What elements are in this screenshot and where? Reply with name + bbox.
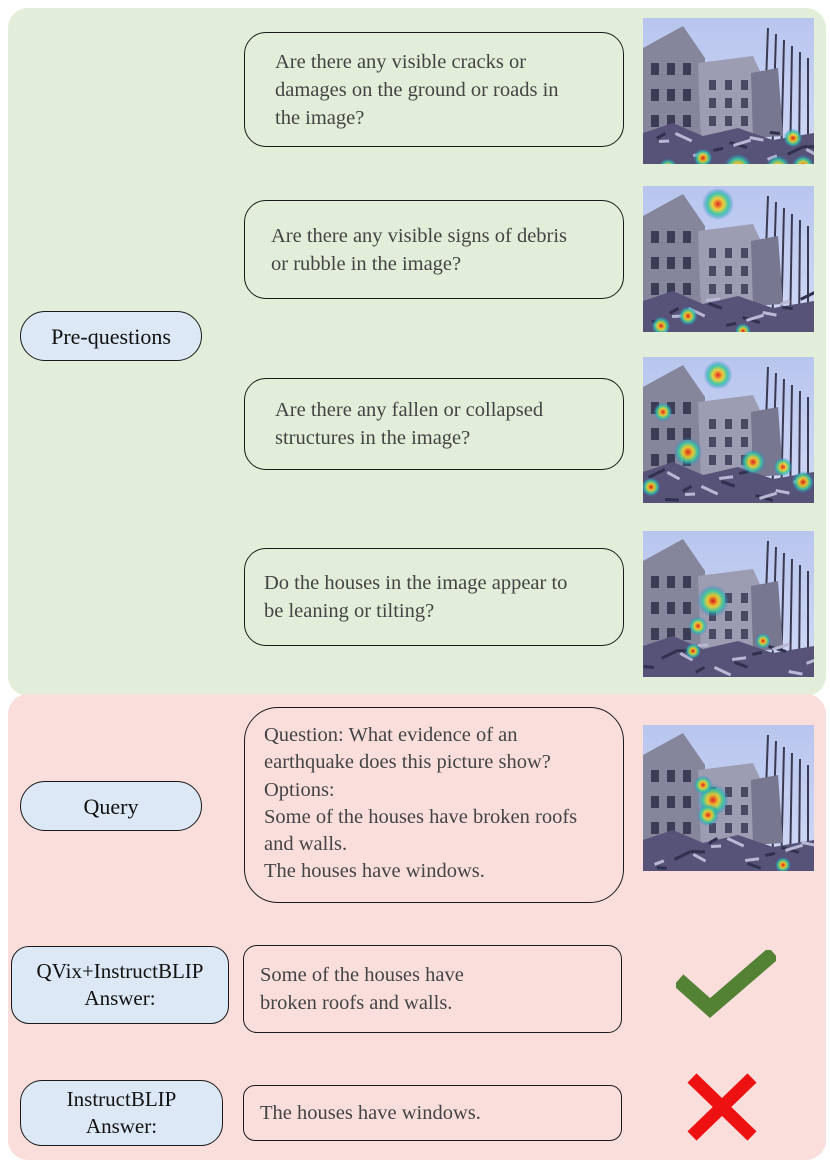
answer-box-qvix [243,945,622,1033]
pre-questions-label [20,311,202,361]
heatmap-image-1 [643,18,814,164]
answer-text-instructblip: The houses have windows. [260,1102,481,1124]
answer-label-instructblip [20,1080,223,1146]
query-text: Question: What evidence of an earthquake does this picture show? Options: Some of the houses have broken roofs and walls. The houses have windows. [264,724,578,883]
heatmap-image-4 [643,531,814,677]
heatmap-image-3 [643,357,814,503]
pre-question-box-4 [244,548,624,646]
pre-questions-label-text: Pre-questions [51,323,171,349]
pre-question-text: Are there any visible cracks or damages on the ground or roads in the image? [275,50,559,129]
answer-label-instructblip-text: InstructBLIP Answer: [66,1087,177,1138]
pre-question-text: Are there any fallen or collapsed structures in the image? [275,399,544,449]
query-label-text: Query [83,793,139,819]
answer-label-qvix [11,946,229,1024]
pre-question-box-3 [244,378,624,470]
heatmap-image-query [643,725,814,871]
answer-text-qvix: Some of the houses have broken roofs and walls. [260,964,464,1014]
answer-box-instructblip [243,1085,622,1141]
pre-question-text: Are there any visible signs of debris or rubble in the image? [271,224,568,275]
query-box [244,707,624,903]
heatmap-image-2 [643,186,814,332]
pre-question-text: Do the houses in the image appear to be leaning or tilting? [264,572,568,622]
cross-icon [684,1072,760,1142]
pre-question-box-2 [244,200,624,299]
answer-label-qvix-text: QVix+InstructBLIP Answer: [36,959,204,1010]
query-label [20,781,202,831]
check-icon [676,950,776,1022]
pre-question-box-1 [244,32,624,147]
